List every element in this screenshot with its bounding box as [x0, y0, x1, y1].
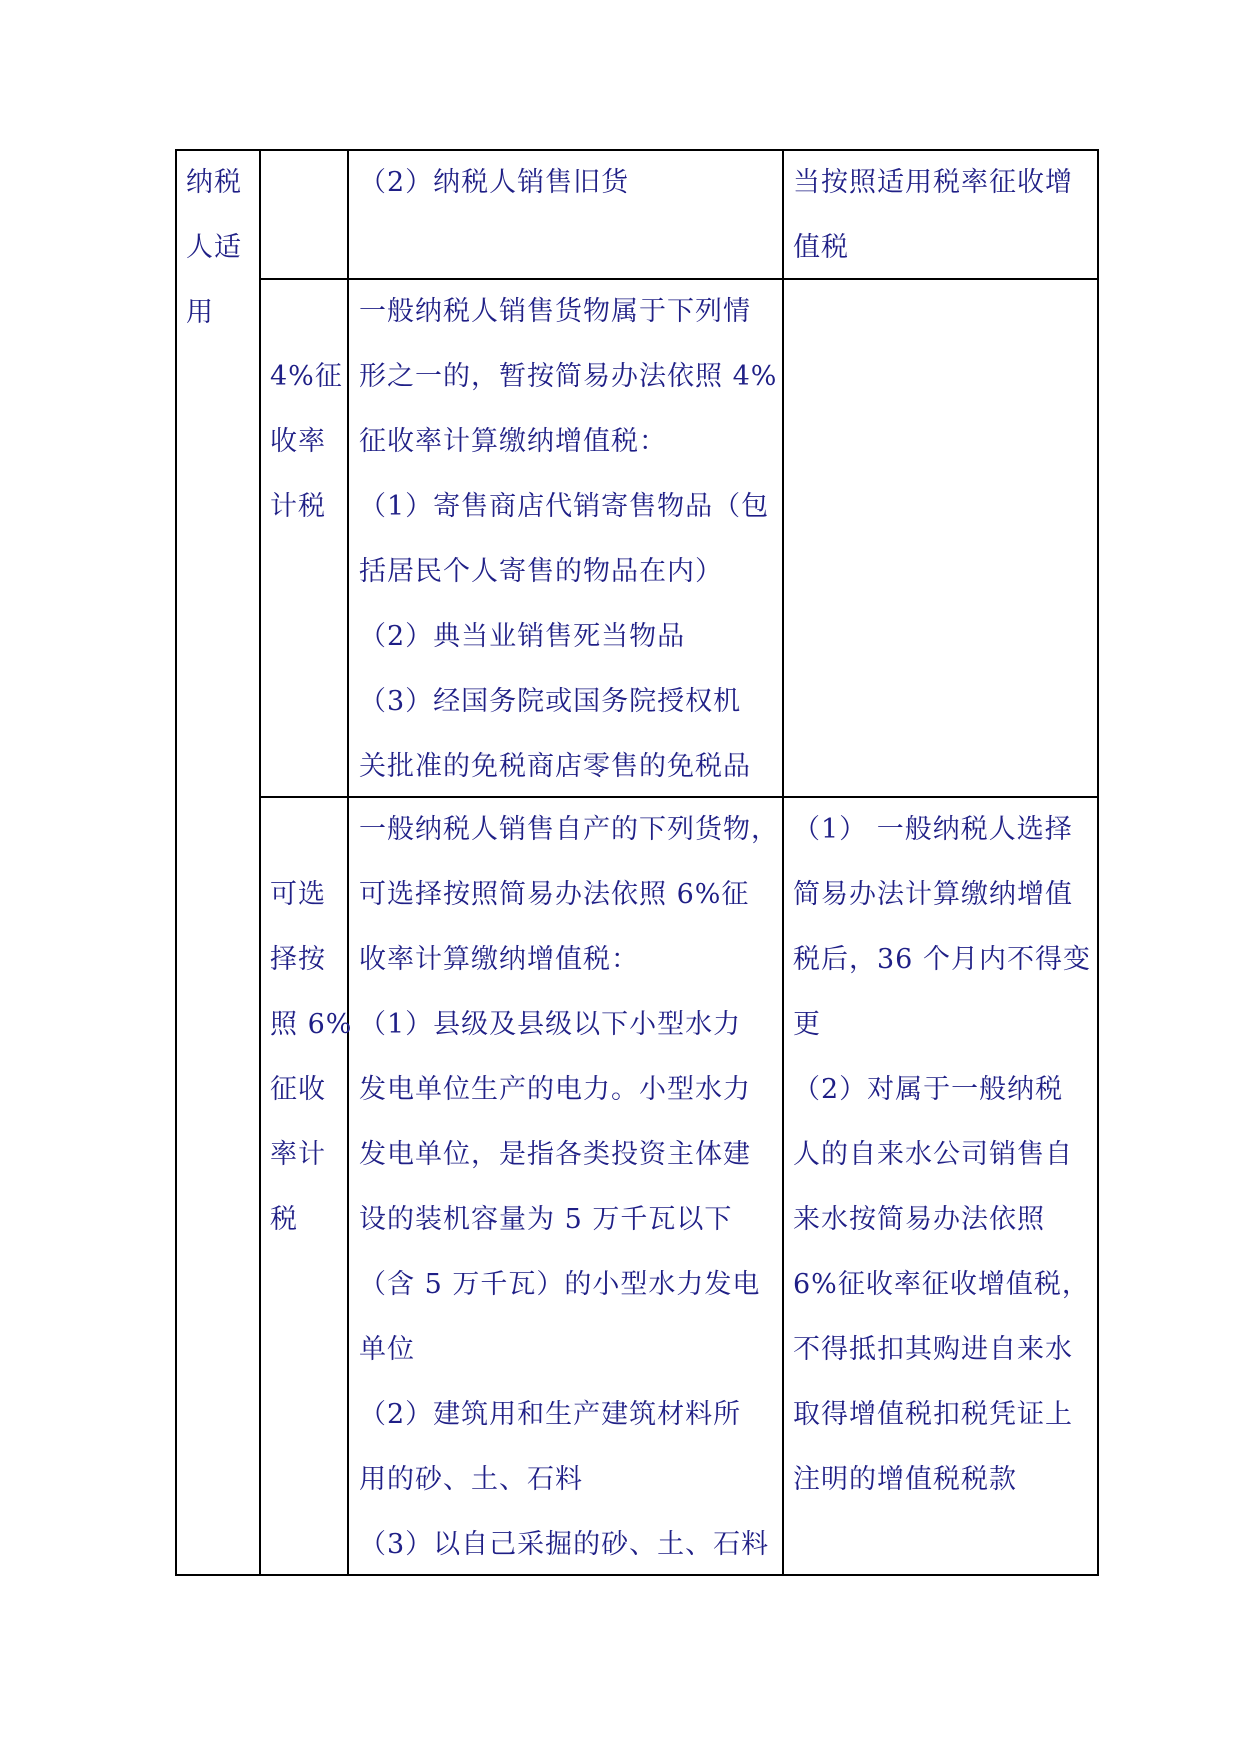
table-left-border [175, 149, 177, 1576]
row1-col3-line: （2）纳税人销售旧货 [359, 167, 630, 198]
row3-col3-line: 收率计算缴纳增值税： [359, 944, 639, 975]
col1-label [186, 150, 242, 345]
row3-col4-line: 6%征收率征收增值税， [793, 1269, 1090, 1300]
row3-col3-line: （1）县级及县级以下小型水力 [359, 1009, 742, 1040]
row3-col2-line: 可选 [270, 879, 326, 910]
row3-col2-line: 税 [270, 1204, 298, 1235]
row1-col3-text [359, 150, 629, 215]
row2-col3-line: （1）寄售商店代销寄售物品（包 [359, 491, 770, 522]
row2-col3-line: 形之一的，暂按简易办法依照 4% [359, 361, 778, 392]
row2-col3-line: 一般纳税人销售货物属于下列情 [359, 296, 751, 327]
col1-right-border [259, 149, 261, 1576]
row3-col3-line: 单位 [359, 1334, 415, 1365]
row3-col3-text [359, 797, 779, 1577]
row3-col2-line: 征收 [270, 1074, 326, 1105]
row3-col2-line: 照 6% [270, 1009, 353, 1040]
row2-col2-label [270, 344, 343, 539]
row2-col2-line: 收率 [270, 426, 326, 457]
row3-col4-line: 注明的增值税税款 [793, 1464, 1017, 1495]
row2-col2-line: 计税 [270, 491, 326, 522]
row3-col4-line: 更 [793, 1009, 821, 1040]
row3-col3-line: （2）建筑用和生产建筑材料所 [359, 1399, 742, 1430]
row3-col3-line: 发电单位，是指各类投资主体建 [359, 1139, 751, 1170]
row3-col3-line: （含 5 万千瓦）的小型水力发电 [359, 1269, 761, 1300]
row2-col3-line: （3）经国务院或国务院授权机 [359, 686, 742, 717]
row3-col4-line: 取得增值税扣税凭证上 [793, 1399, 1073, 1430]
row3-col4-text [793, 797, 1091, 1512]
row3-col2-label [270, 862, 352, 1252]
row2-col3-line: （2）典当业销售死当物品 [359, 621, 686, 652]
row3-col2-line: 率计 [270, 1139, 326, 1170]
row1-col4-text [793, 150, 1073, 280]
row3-col3-line: （3）以自己采掘的砂、土、石料 [359, 1529, 770, 1560]
row3-col4-line: 简易办法计算缴纳增值 [793, 879, 1073, 910]
row2-col3-line: 征收率计算缴纳增值税： [359, 426, 667, 457]
table-right-border [1097, 149, 1099, 1576]
row2-col3-line: 关批准的免税商店零售的免税品 [359, 751, 751, 782]
row1-col4-line: 值税 [793, 232, 849, 263]
row3-col4-line: （1） 一般纳税人选择 [793, 814, 1073, 845]
col1-line: 纳税 [186, 167, 242, 198]
row3-col4-line: 不得抵扣其购进自来水 [793, 1334, 1073, 1365]
row3-col3-line: 发电单位生产的电力。小型水力 [359, 1074, 751, 1105]
col1-line: 人适 [186, 232, 242, 263]
row3-col4-line: 税后，36 个月内不得变 [793, 944, 1091, 975]
row3-col4-line: 来水按简易办法依照 [793, 1204, 1045, 1235]
col3-right-border [782, 149, 784, 1576]
row3-col3-line: 设的装机容量为 5 万千瓦以下 [359, 1204, 733, 1235]
row3-col4-line: （2）对属于一般纳税 [793, 1074, 1064, 1105]
row1-col4-line: 当按照适用税率征收增 [793, 167, 1073, 198]
row2-col2-line: 4%征 [270, 361, 343, 392]
row2-col3-line: 括居民个人寄售的物品在内） [359, 556, 723, 587]
row3-col2-line: 择按 [270, 944, 326, 975]
row3-col3-line: 一般纳税人销售自产的下列货物， [359, 814, 779, 845]
col1-line: 用 [186, 297, 214, 328]
row3-col3-line: 可选择按照简易办法依照 6%征 [359, 879, 750, 910]
row2-col3-text [359, 279, 777, 799]
row3-col4-line: 人的自来水公司销售自 [793, 1139, 1073, 1170]
row3-col3-line: 用的砂、土、石料 [359, 1464, 583, 1495]
